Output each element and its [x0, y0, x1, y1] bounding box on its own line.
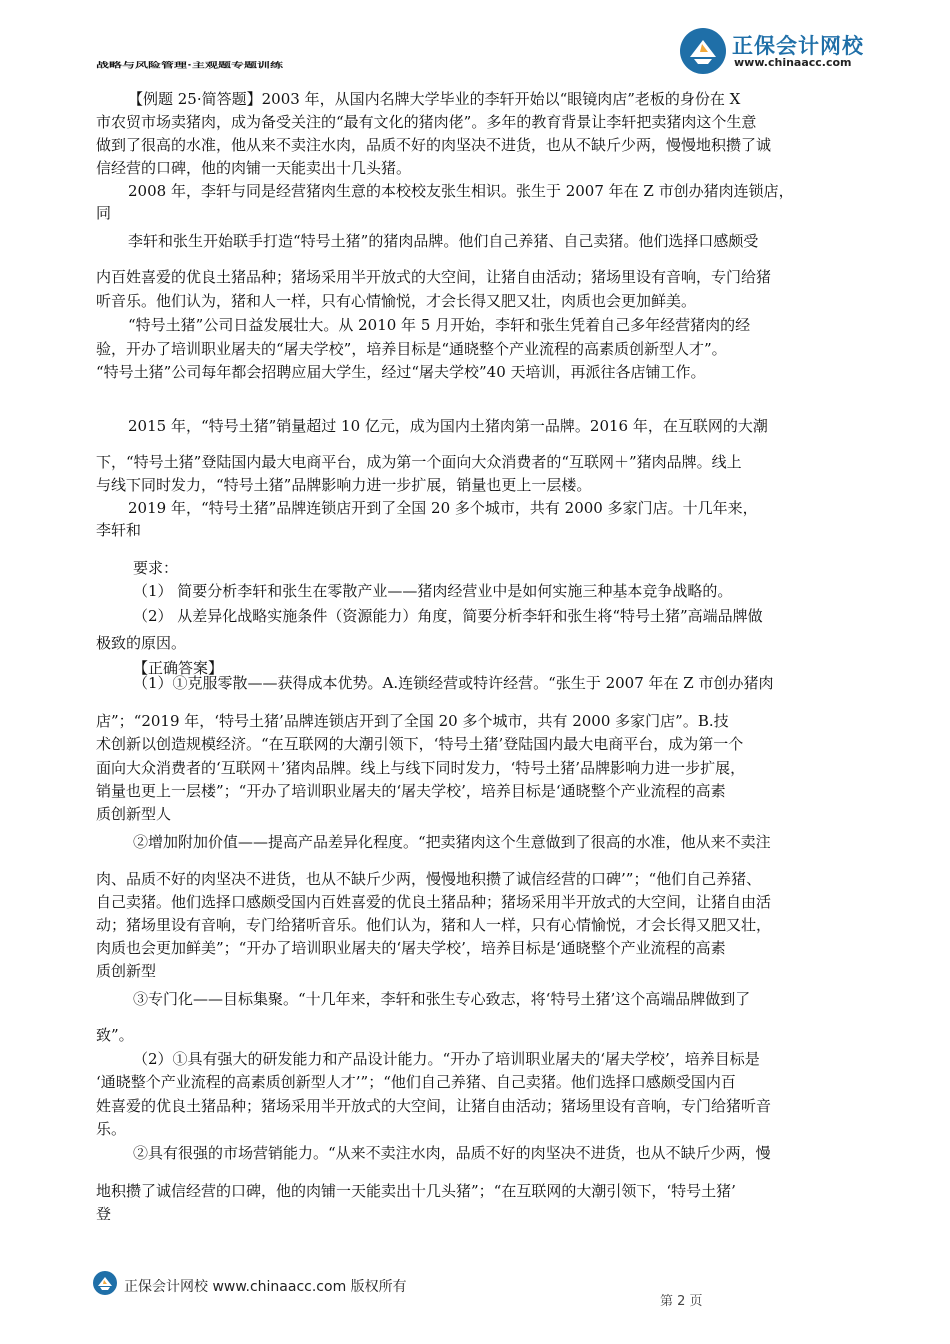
text-line: 与线下同时发力，“特号土猪”品牌影响力进一步扩展，销量也更上一层楼。	[96, 476, 592, 494]
text-line: 动；猪场里设有音响，专门给猪听音乐。他们认为，猪和人一样，只有心情愉悦，才会长得又肥又壮，	[96, 916, 772, 934]
text-line: 极致的原因。	[96, 634, 187, 652]
text-line-fragment: 登	[96, 1205, 112, 1223]
logo-icon	[92, 1270, 118, 1296]
text-line-fragment: （2） 从差异化战略实施条件（资源能力）角度，简要分析李轩和张生将“特号土猪”高端品牌做	[133, 607, 763, 625]
requirement-item: （1） 简要分析李轩和张生在零散产业——猪肉经营业中是如何实施三种基本竞争战略的。	[133, 582, 733, 600]
text-line: 店”；“2019 年，‘特号土猪’品牌连锁店开到了全国 20 多个城市，共有 2000 多家门店”。B.技	[96, 712, 729, 730]
text-line: 乐。	[96, 1120, 127, 1138]
text-line: 信经营的口碑，他的肉铺一天能卖出十几头猪。	[96, 159, 412, 177]
text-line: 做到了很高的水准，他从来不卖注水肉，品质不好的肉坚决不进货，也从不缺斤少两，慢慢地积攒了诚	[96, 136, 772, 154]
text-line: 面向大众消费者的‘互联网＋’猪肉品牌。线上与线下同时发力，‘特号土猪’品牌影响力进一步扩展，	[96, 759, 746, 777]
text-line: 姓喜爱的优良土猪品种；猪场采用半开放式的大空间，让猪自由活动；猪场里设有音响，专门给猪听音	[96, 1097, 772, 1115]
text-line-fragment: （1）①克服零散——获得成本优势。A.连锁经营或特许经营。“张生于 2007 年在 Z 市创办猪肉	[133, 674, 774, 692]
logo-icon	[678, 26, 728, 76]
text-line-fragment: 李轩和张生开始联手打造“特号土猪”的猪肉品牌。他们自己养猪、自己卖猪。他们选择口感颇受	[128, 232, 759, 250]
text-line: 2019 年，“特号土猪”品牌连锁店开到了全国 20 多个城市，共有 2000 多家门店。十几年来，	[128, 499, 758, 517]
text-line: 地积攒了诚信经营的口碑，他的肉铺一天能卖出十几头猪”；“在互联网的大潮引领下，‘特号土猪’	[96, 1182, 736, 1200]
text-line: 下，“特号土猪”登陆国内最大电商平台，成为第一个面向大众消费者的“互联网＋”猪肉品牌。线上	[96, 453, 742, 471]
text-line: 内百姓喜爱的优良土猪品种；猪场采用半开放式的大空间，让猪自由活动；猪场里设有音响，专门给猪	[96, 268, 772, 286]
text-line: 术创新以创造规模经济。“在互联网的大潮引领下，‘特号土猪’登陆国内最大电商平台，成为第一个	[96, 735, 744, 753]
text-line: “特号土猪”公司每年都会招聘应届大学生，经过“屠夫学校”40 天培训，再派往各店铺工作。	[96, 363, 706, 381]
text-line: 自己卖猪。他们选择口感颇受国内百姓喜爱的优良土猪品种；猪场采用半开放式的大空间，让猪自由活	[96, 893, 772, 911]
brand-logo[interactable]	[678, 26, 878, 80]
text-line: （2）①具有强大的研发能力和产品设计能力。“开办了培训职业屠夫的‘屠夫学校’，培养目标是	[133, 1050, 760, 1068]
logo-url[interactable]: www.chinaacc.com	[734, 56, 852, 69]
text-line: ‘通晓整个产业流程的高素质创新型人才’”；“他们自己养猪、自己卖猪。他们选择口感颇受国内百	[96, 1073, 736, 1091]
page-number: 第 2 页	[660, 1294, 703, 1309]
text-line: “特号土猪”公司日益发展壮大。从 2010 年 5 月开始，李轩和张生凭着自己多年经营猪肉的经	[128, 316, 751, 334]
text-line: 致”。	[96, 1026, 134, 1044]
text-line: 验，开办了培训职业屠夫的“屠夫学校”，培养目标是“通晓整个产业流程的高素质创新型人才”。	[96, 340, 727, 358]
footer-copyright: 正保会计网校 www.chinaacc.com 版权所有	[124, 1279, 407, 1295]
footer	[92, 1270, 512, 1298]
text-line: 市农贸市场卖猪肉，成为备受关注的“最有文化的猪肉佬”。多年的教育背景让李轩把卖猪肉这个生意	[96, 113, 757, 131]
text-line: 销量也更上一层楼”；“开办了培训职业屠夫的‘屠夫学校’，培养目标是‘通晓整个产业流程的高素	[96, 782, 726, 800]
text-line: 【例题 25·简答题】2003 年，从国内名牌大学毕业的李轩开始以“眼镜肉店”老板的身份在 X	[128, 90, 741, 108]
text-line: 质创新型	[96, 962, 157, 980]
text-line-fragment: ③专门化——目标集聚。“十几年来，李轩和张生专心致志，将‘特号土猪’这个高端品牌做到了	[133, 990, 751, 1008]
text-line: 肉、品质不好的肉坚决不进货，也从不缺斤少两，慢慢地积攒了诚信经营的口碑’”；“他们自己养猪、	[96, 870, 762, 888]
requirements-heading: 要求：	[133, 559, 179, 577]
text-line: 2008 年，李轩与同是经营猪肉生意的本校校友张生相识。张生于 2007 年在 Z 市创办猪肉连锁店，	[128, 182, 794, 200]
text-line: 李轩和	[96, 521, 142, 539]
text-line: 质创新型人	[96, 805, 172, 823]
logo-name: 正保会计网校	[732, 34, 864, 58]
text-line-fragment: 2015 年，“特号土猪”销量超过 10 亿元，成为国内土猪肉第一品牌。2016 年，在互联网的大潮	[128, 417, 768, 435]
text-line-fragment: 【正确答案】	[133, 659, 224, 677]
text-line: 听音乐。他们认为，猪和人一样，只有心情愉悦，才会长得又肥又壮，肉质也会更加鲜美。	[96, 292, 697, 310]
text-line-fragment: ②具有很强的市场营销能力。“从来不卖注水肉，品质不好的肉坚决不进货，也从不缺斤少两，慢	[133, 1144, 771, 1162]
text-line: 肉质也会更加鲜美”；“开办了培训职业屠夫的‘屠夫学校’，培养目标是‘通晓整个产业流程的高素	[96, 939, 726, 957]
header-title: 战略与风险管理·主观题专题训练	[96, 61, 283, 70]
text-line-fragment: ②增加附加价值——提高产品差异化程度。“把卖猪肉这个生意做到了很高的水准，他从来不卖注	[133, 833, 771, 851]
text-line: 同	[96, 204, 112, 222]
